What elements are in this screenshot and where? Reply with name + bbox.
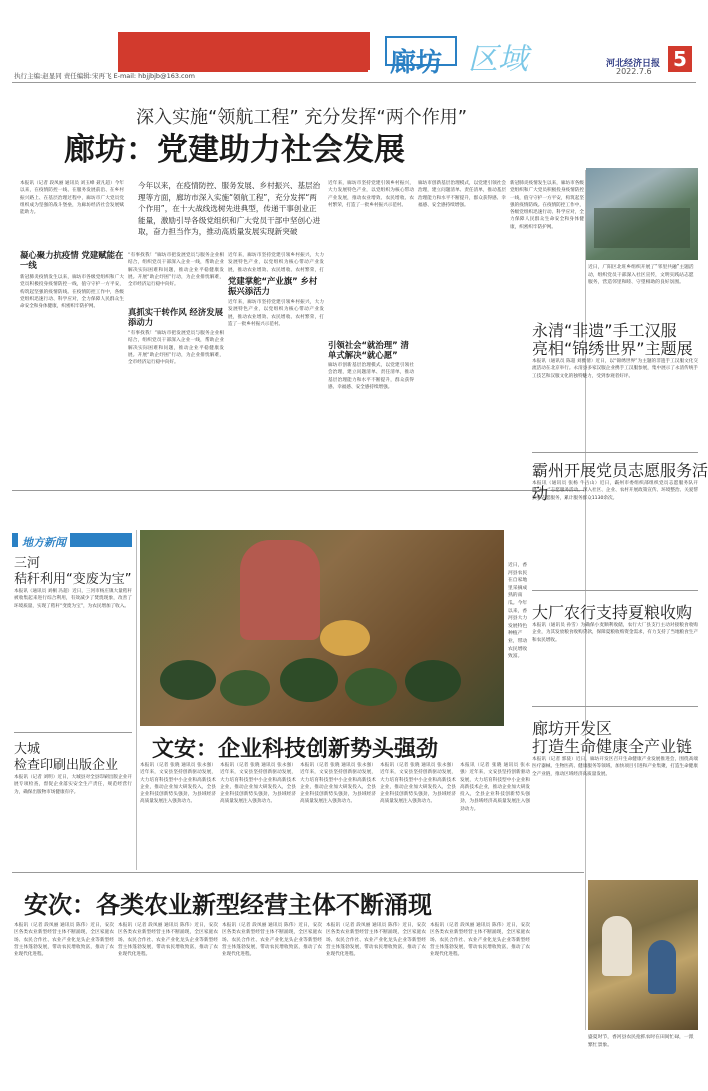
side1-title-2: 亮相“锦绣世界”主题展 xyxy=(532,339,693,358)
regional-news-label-box xyxy=(18,531,70,550)
pumpkin-photo xyxy=(140,530,504,726)
sanhe-rule xyxy=(14,732,132,733)
anci-body-2: 本报讯（记者 段凤丽 通讯员 陈伟）近日，安次区各类农业新型经营主体不断涌现，全区家庭农场、农民合作社、农业产业化龙头企业等新型经营主体蓬勃发展，带动农民增收致富，推动了农业现代化进程。 xyxy=(118,923,218,958)
lead-body-1b: “有事找我！”廊坊市把发展党员与服务企业相结合，组织党员干部深入企业一线，帮助企业解决实际困难和问题，推动企业平稳健康发展。开展“助企纾困”行动，为企业排忧解难，全市经济运行稳中向好。 xyxy=(128,253,224,288)
lead-body-2b: 近年来，廊坊市坚持党建引领乡村振兴，大力发展特色产业，以党组织为核心带动产业发展，推动农业增效、农民增收、农村繁荣，打 xyxy=(228,253,324,273)
pumpkin-photo-caption: 近日，香河县农民在自家地里采摘成熟的南瓜。今年以来，香河县大力发展特色种植产业，带动农民增收致富。 xyxy=(508,563,528,660)
lead-subhead-1: 凝心聚力抗疫情 党建赋能在一线 xyxy=(20,250,124,270)
pumpkin-photo-squash-1 xyxy=(160,660,216,700)
paper-name: 河北经济日报 xyxy=(606,59,661,69)
issue-date: 2022.7.6 xyxy=(616,67,652,76)
wenan-body-1: 本报讯（记者 张晓 通讯员 张永强）近年来，文安县坚持创新驱动发展，大力培育科技型中小企业和高新技术企业，推动企业加大研发投入，全县企业科技创新势头强劲，为县域经济高质量发展注入强劲动力。 xyxy=(140,763,216,805)
lead-body-3: 近年来，廊坊市坚持党建引领乡村振兴，大力发展特色产业，以党组织为核心带动产业发展，推动农业增效、农民增收、农村繁荣，打造了一批乡村振兴示范村。 xyxy=(228,300,324,327)
field-photo-worker-1 xyxy=(602,916,632,976)
wenan-body-2: 本报讯（记者 张晓 通讯员 张永强）近年来，文安县坚持创新驱动发展，大力培育科技型中小企业和高新技术企业，推动企业加大研发投入，全县企业科技创新势头强劲，为县域经济高质量发展注入强劲动力。 xyxy=(220,763,296,805)
dacheng-title-1: 大城 xyxy=(14,742,41,757)
lead-photo-crowd xyxy=(594,208,690,248)
anci-headline: 安次：各类农业新型经营主体不断涌现 xyxy=(24,891,432,919)
lead-body-4b: 廊坊市创新基层治理模式，以党建引领社会治理，建立问题清单、责任清单，推动基层治理能力和水平不断提升，群众获得感、幸福感、安全感持续增强。 xyxy=(418,181,506,208)
lead-body-4: 廊坊市创新基层治理模式，以党建引领社会治理，建立问题清单、责任清单，推动基层治理能力和水平不断提升，群众获得感、幸福感、安全感持续增强。 xyxy=(328,363,414,390)
editor-line: 执行主编:赵显同 责任编辑:宋再飞 E-mail: hbjjbjb@163.com xyxy=(14,72,195,80)
regional-news-label: 地方新闻 xyxy=(22,536,66,549)
section-name: 廊坊 xyxy=(390,48,443,78)
lead-byline: 本报讯（记者 段凤丽 通讯员 刘玉峰 聂凡超）今年以来，在疫情防控一线、在服务发展前沿、在乡村振兴路上、在基层治理过程中，廊坊市广大党员党组织成为坚强的战斗堡垒，为廊坊经济社会发展赋能助力。 xyxy=(20,181,124,216)
pumpkin-photo-squash-4 xyxy=(345,668,397,706)
side4-body: 本报讯（记者 郭骁）近日，廊坊开发区召开生命健康产业发展推进会，围绕高端医疗器械、生物医药、健康服务等领域，加快项目引进和产业集聚，打造生命健康全产业链，推动区域经济高质量发展。 xyxy=(532,757,698,777)
sanhe-body: 本报讯（通讯员 刘桐 冯超）近日，三河市杨庄镇大量秸秆被收集起来进行综合利用，有效减少了焚烧现象，改善了环境质量，实现了秸秆“变废为宝”，为农民增加了收入。 xyxy=(14,589,132,609)
lead-body-2: “有事找我！”廊坊市把发展党员与服务企业相结合，组织党员干部深入企业一线，帮助企业解决实际困难和问题，推动企业平稳健康发展。开展“助企纾困”行动，为企业排忧解难，全市经济运行稳中向好。 xyxy=(128,331,224,366)
sanhe-title-1: 三河 xyxy=(14,556,41,571)
wenan-headline: 文安：企业科技创新势头强劲 xyxy=(152,737,439,762)
lead-body-4c: 新冠肺炎疫情发生以来，廊坊市各级党组织和广大党员积极投身疫情防控一线，值守守护一方平安，构筑起坚强的疫情防线。在疫情防控工作中，各级党组织迅速行动、科学应对，全力保障人民群众生命安全和身体健康，织密织牢防护网。 xyxy=(510,181,584,230)
page-number: 5 xyxy=(668,46,692,72)
lead-body-3b: 近年来，廊坊市坚持党建引领乡村振兴，大力发展特色产业，以党组织为核心带动产业发展，推动农业增效、农民增收、农村繁荣，打造了一批乡村振兴示范村。 xyxy=(328,181,414,208)
lead-subhead-2: 真抓实干转作风 经济发展添动力 xyxy=(128,307,224,327)
field-photo-worker-2 xyxy=(648,940,676,994)
lead-headline: 廊坊：党建助力社会发展 xyxy=(64,132,405,168)
pumpkin-photo-squash-3 xyxy=(280,658,338,702)
lead-subhead-3: 党建掌舵“产业旗” 乡村振兴添活力 xyxy=(228,276,318,296)
wenan-body-4: 本报讯（记者 张晓 通讯员 张永强）近年来，文安县坚持创新驱动发展，大力培育科技型中小企业和高新技术企业，推动企业加大研发投入，全县企业科技创新势头强劲，为县域经济高质量发展注入强劲动力。 xyxy=(380,763,456,805)
side1-body: 本报讯（通讯员 陈超 刘雅倩）近日，以“锦绣世界”为主题的非遗手工汉服文化交流活动在北京举行。永清县多家汉服企业携手工汉服参展，集中展示了永清传统手工技艺和汉服文化的独特魅力，受到参观者好评。 xyxy=(532,359,698,379)
side3-body: 本报讯（通讯员 孙雪）为确保小麦顺利收储，农行大厂县支行主动对接粮食收购企业，为其发放粮食收购贷款，保障夏粮收购资金需求，有力支持了当地粮食生产和农民增收。 xyxy=(532,623,698,643)
section-title: 区域 xyxy=(468,42,528,77)
anci-body-4: 本报讯（记者 段凤丽 通讯员 陈伟）近日，安次区各类农业新型经营主体不断涌现，全区家庭农场、农民合作社、农业产业化龙头企业等新型经营主体蓬勃发展，带动农民增收致富，推动了农业现代化进程。 xyxy=(326,923,426,958)
side2-rule xyxy=(532,590,698,591)
field-photo xyxy=(588,880,698,1030)
header-rule xyxy=(12,82,696,83)
side1-rule xyxy=(532,452,698,453)
side4-title-2: 打造生命健康全产业链 xyxy=(532,737,693,756)
side2-body: 本报讯（通讯员 张杨 牛占山）近日，霸州市委组织部组织党员志愿服务队开展“七一”志愿服务活动，深入社区、企业、农村开展政策宣传、环境整治、关爱帮扶等志愿服务，累计服务群众1130余次。 xyxy=(532,481,698,501)
field-photo-caption: 盛夏时节，香河县农民抢抓农时在田间忙碌，一派繁忙景象。 xyxy=(588,1035,694,1048)
side3-title: 大厂农行支持夏粮收购 xyxy=(532,603,693,622)
wenan-body-3: 本报讯（记者 张晓 通讯员 张永强）近年来，文安县坚持创新驱动发展，大力培育科技型中小企业和高新技术企业，推动企业加大研发投入，全县企业科技创新势头强劲，为县域经济高质量发展注入强劲动力。 xyxy=(300,763,376,805)
pumpkin-photo-squash-5 xyxy=(405,660,461,702)
lead-photo-caption: 近日，广阳区北旺乡组织开展了“邻里共融”主题活动，组织党员干部深入社区宣传，文明实践站志愿服务，营造邻里和睦、守望相助的良好氛围。 xyxy=(588,265,694,286)
pumpkin-photo-squash-2 xyxy=(220,670,270,706)
anci-body-1: 本报讯（记者 段凤丽 通讯员 陈伟）近日，安次区各类农业新型经营主体不断涌现，全区家庭农场、农民合作社、农业产业化龙头企业等新型经营主体蓬勃发展，带动农民增收致富，推动了农业现代化进程。 xyxy=(14,923,114,958)
anci-body-5: 本报讯（记者 段凤丽 通讯员 陈伟）近日，安次区各类农业新型经营主体不断涌现，全区家庭农场、农民合作社、农业产业化龙头企业等新型经营主体蓬勃发展，带动农民增收致富，推动了农业现代化进程。 xyxy=(430,923,530,958)
lead-body-1: 新冠肺炎疫情发生以来，廊坊市各级党组织和广大党员积极投身疫情防控一线，值守守护一方平安，构筑起坚强的疫情防线。在疫情防控工作中，各级党组织迅速行动、科学应对，全力保障人民群众生命安全和身体健康，织密织牢防护网。 xyxy=(20,275,124,310)
left-column-separator xyxy=(136,530,137,870)
dacheng-title-2: 检查印刷出版企业 xyxy=(14,758,119,773)
side4-title-1: 廊坊开发区 xyxy=(532,719,613,738)
masthead-left-space xyxy=(0,32,118,70)
pumpkin-photo-squash-6 xyxy=(320,620,370,656)
anci-body-3: 本报讯（记者 段凤丽 通讯员 陈伟）近日，安次区各类农业新型经营主体不断涌现，全区家庭农场、农民合作社、农业产业化龙头企业等新型经营主体蓬勃发展，带动农民增收致富，推动了农业现代化进程。 xyxy=(222,923,322,958)
dacheng-body: 本报讯（记者 刘明）近日，大城县对全县印刷出版企业开展专项检查，督促企业落实安全生产责任，规范经营行为，确保出版物市场健康有序。 xyxy=(14,775,132,795)
wenan-body-5: 本报讯（记者 张晓 通讯员 张永强）近年来，文安县坚持创新驱动发展，大力培育科技型中小企业和高新技术企业，推动企业加大研发投入，全县企业科技创新势头强劲，为县域经济高质量发展注入强劲动力。 xyxy=(460,763,530,812)
wenan-bottom-rule xyxy=(12,872,584,873)
lead-intro: 今年以来，在疫情防控、服务发展、乡村振兴、基层治理等方面，廊坊市深入实施“领航工程”，充分发挥“两个作用”，在十大战线选树先进典型，传递干事创业正能量，激励引导各级党组织和广大党员干部中坚创心进取，奋力担当作为，推动高质量发展实现新突破 xyxy=(138,181,321,237)
side3-rule xyxy=(532,706,698,707)
lead-bottom-rule xyxy=(12,490,584,491)
lead-photo xyxy=(586,168,698,260)
side2-title: 霸州开展党员志愿服务活动 xyxy=(532,461,708,503)
pumpkin-photo-farmer xyxy=(240,540,320,640)
lead-kicker: 深入实施“领航工程” 充分发挥“两个作用” xyxy=(136,107,468,128)
side1-title-1: 永清“非遗”手工汉服 xyxy=(532,321,677,340)
lead-subhead-4: 引领社会“就治理” 清单式解决“就心愿” xyxy=(328,340,409,360)
sanhe-title-2: 秸秆利用“变废为宝” xyxy=(14,572,132,587)
